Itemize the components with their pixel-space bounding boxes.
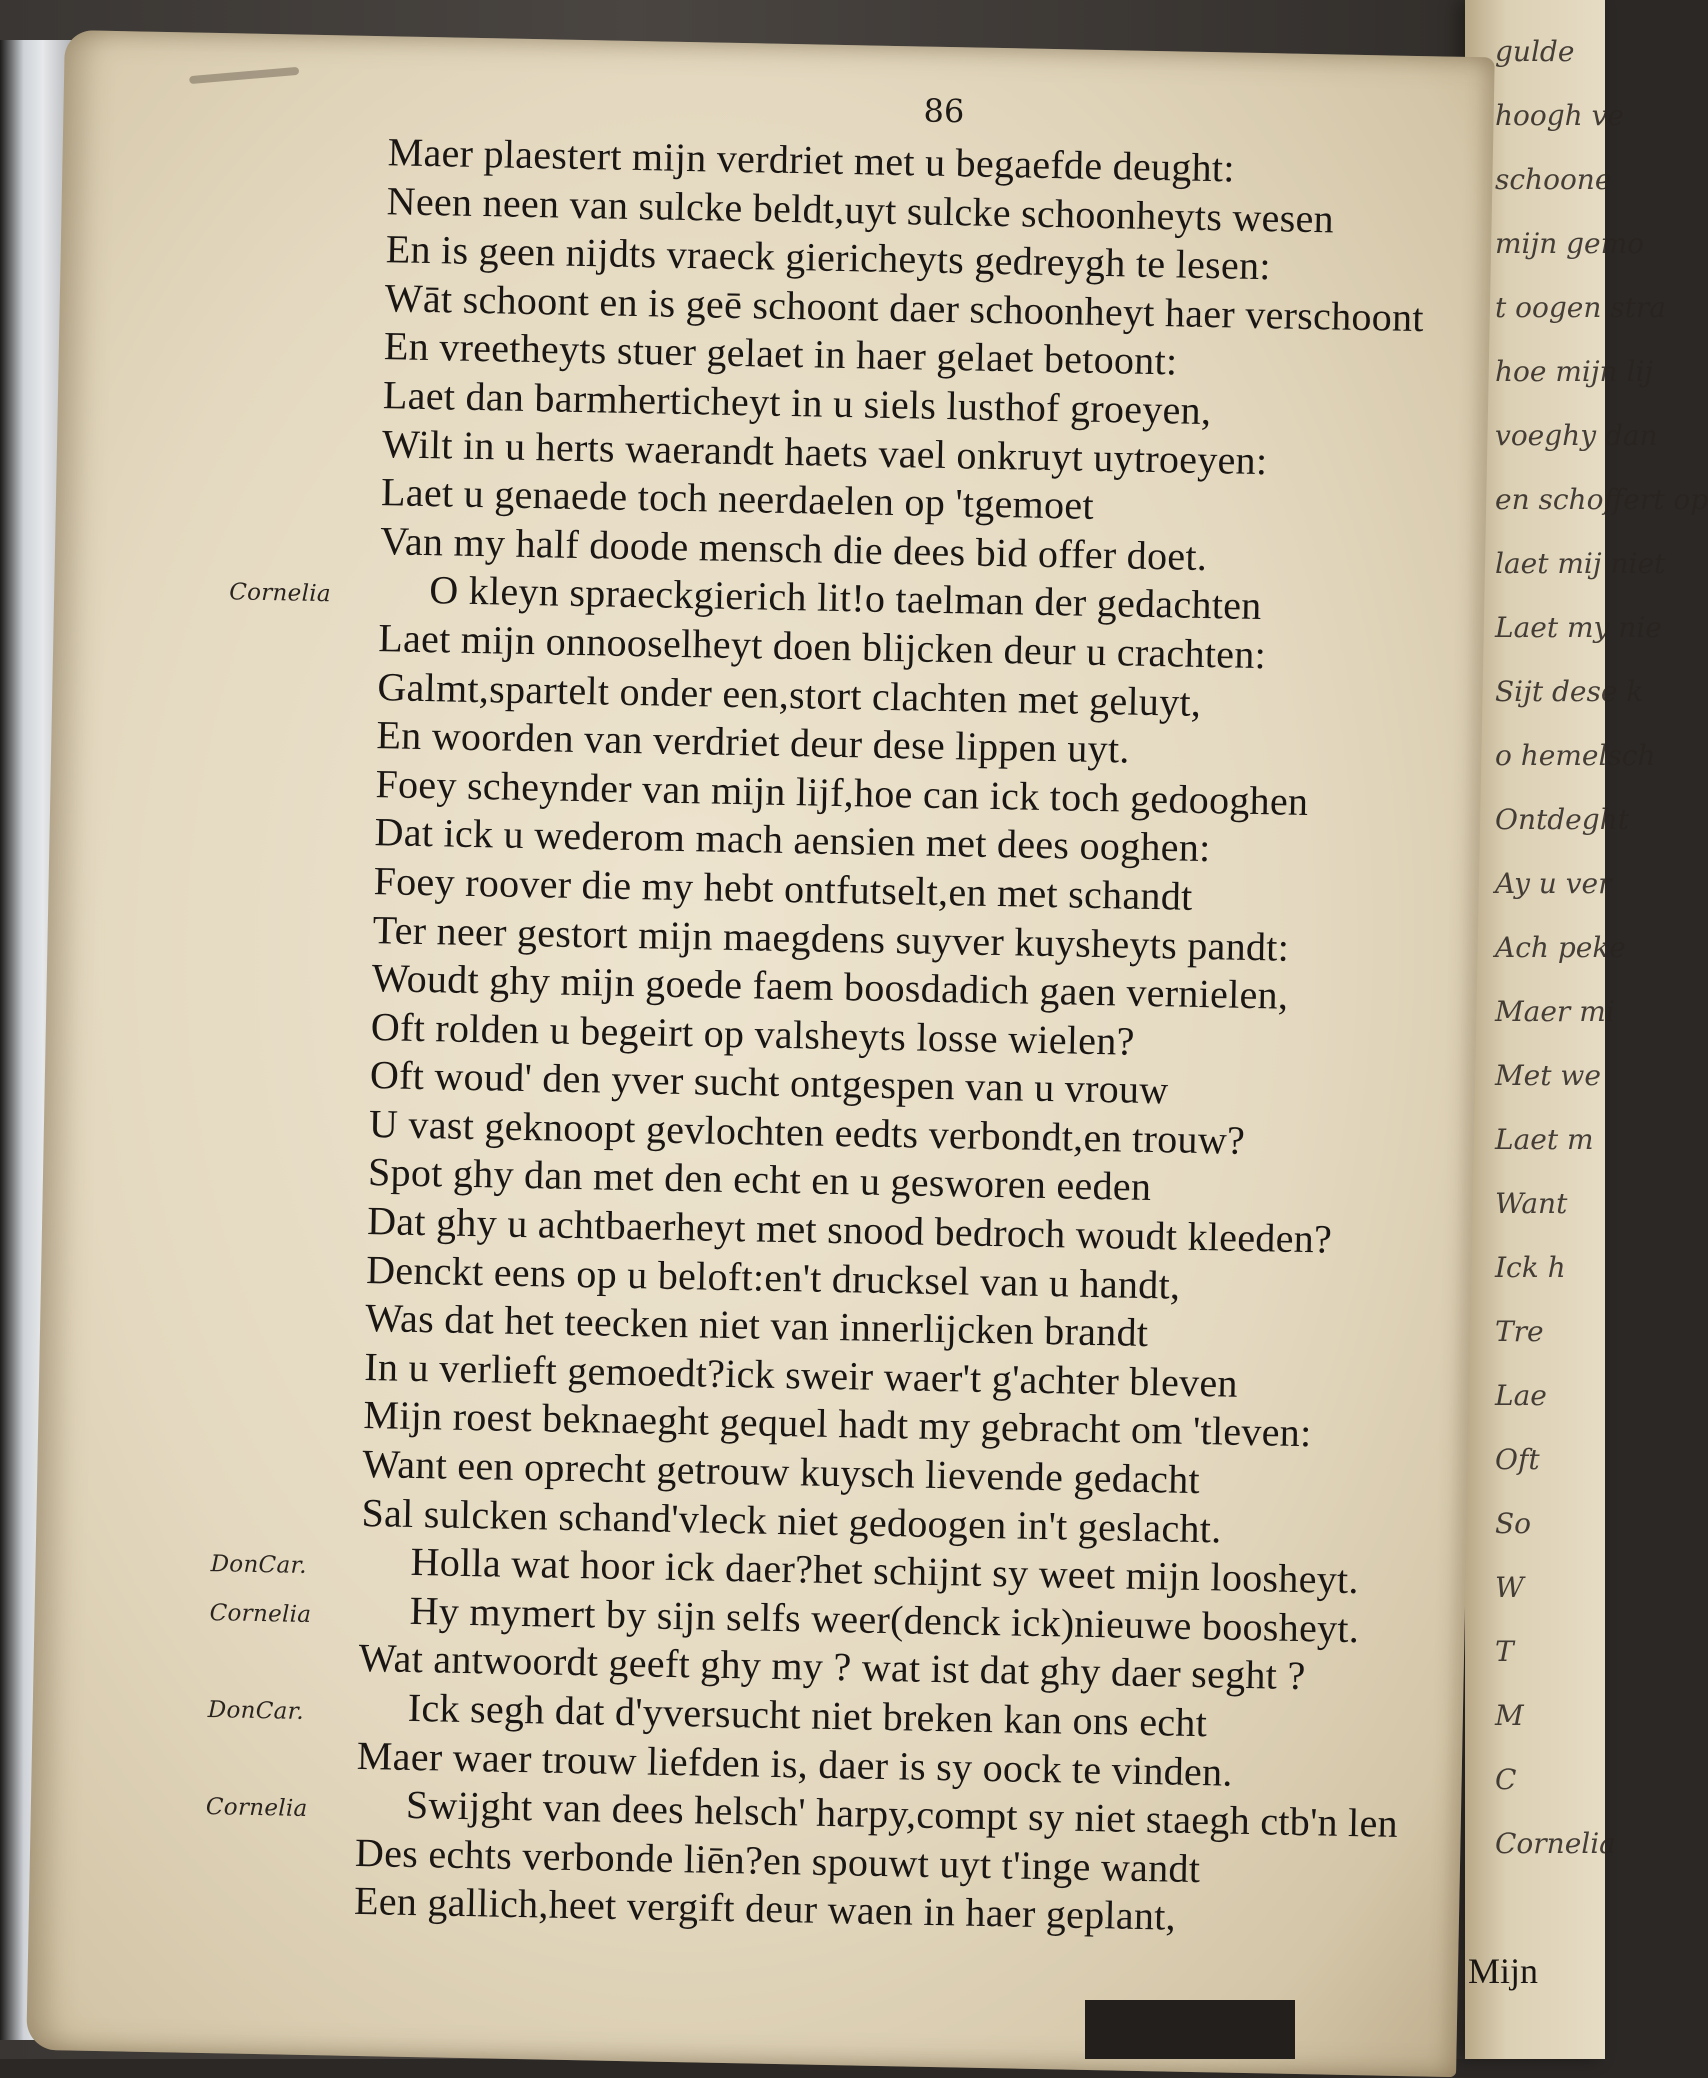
facing-page-fragment: T	[1495, 1635, 1514, 1668]
verse-text: Sal sulcken schand'vleck niet gedoogen in't geslacht.	[361, 1489, 1222, 1552]
verse-text: Wat antwoordt geeft ghy my ? wat ist dat ghy daer seght ?	[358, 1635, 1307, 1699]
page-number: 86	[923, 91, 965, 131]
verse-text: Maer waer trouw liefden is, daer is sy oock te vinden.	[356, 1732, 1234, 1795]
verse-text: Spot ghy dan met den echt en u gesworen eeden	[367, 1149, 1152, 1210]
verse-text: Een gallich,heet vergift deur waen in haer geplant,	[353, 1878, 1177, 1940]
verse-text: Woudt ghy mijn goede faem boosdadich gaen vernielen,	[371, 955, 1289, 1018]
verse-text: Van my half doode mensch die dees bid offer doet.	[379, 517, 1208, 579]
verse-text: Galmt,spartelt onder een,stort clachten met geluyt,	[377, 663, 1202, 725]
verse-text: Laet u genaede toch neerdaelen op 'tgemoet	[380, 469, 1095, 528]
facing-page-fragment: Laet m	[1495, 1123, 1594, 1156]
facing-page-fragment: Lae	[1495, 1379, 1547, 1412]
verse-text: In u verlieft gemoedt?ick sweir waer't g'achter bleven	[363, 1343, 1239, 1406]
verse-text: Holla wat hoor ick daer?het schijnt sy weet mijn loosheyt.	[410, 1539, 1360, 1603]
facing-page-fragment: Sijt dese k	[1495, 675, 1644, 708]
verse-text: Des echts verbonde liēn?en spouwt uyt t'inge wandt	[354, 1829, 1201, 1891]
verse-text: Mijn roest beknaeght gequel hadt my gebracht om 'tleven:	[363, 1392, 1312, 1456]
facing-page-fragment: voeghy dan	[1495, 419, 1658, 452]
verse-text: Neen neen van sulcke beldt,uyt sulcke schoonheyts wesen	[386, 177, 1335, 241]
facing-page-fragment: Oft	[1495, 1443, 1540, 1476]
facing-page-fragment: Maer mi	[1495, 995, 1615, 1028]
catchword: Mijn	[1468, 1951, 1539, 1991]
facing-page-fragment: Ick h	[1495, 1251, 1566, 1284]
verse-text: Wilt in u herts waerandt haets vael onkruyt uytroeyen:	[381, 420, 1268, 483]
facing-page-fragment: t oogen stra	[1495, 291, 1666, 324]
speaker-name: DonCar.	[210, 1551, 308, 1580]
facing-page-fragment: en schoffert op	[1495, 483, 1708, 516]
facing-page-fragment: Ay u ver	[1495, 867, 1612, 900]
facing-page-fragment: schoone	[1495, 163, 1612, 196]
facing-page-fragment: hoe mijn lij	[1495, 355, 1654, 388]
facing-page-fragment: W	[1495, 1571, 1524, 1604]
facing-page-fragment: Ontdeght	[1495, 803, 1629, 836]
verse-text: Laet dan barmherticheyt in u siels lusthof groeyen,	[382, 372, 1212, 434]
verse-text: Ick segh dat d'yversucht niet breken kan ons echt	[407, 1684, 1208, 1746]
verse-text: En is geen nijdts vraeck giericheyts gedreygh te lesen:	[385, 226, 1272, 289]
facing-page-fragment: Met we	[1495, 1059, 1601, 1092]
facing-page-fragment: Want	[1495, 1187, 1568, 1220]
verse-text: Was dat het teecken niet van innerlijcken brandt	[364, 1295, 1149, 1356]
verse-text: U vast geknoopt gevlochten eedts verbondt,en trouw?	[368, 1100, 1246, 1163]
verse-text: Oft rolden u begeirt op valsheyts losse wielen?	[370, 1003, 1136, 1064]
facing-page-fragment: mijn gemo	[1495, 227, 1645, 260]
speaker-name: Cornelia	[205, 1794, 308, 1823]
verse-text: Laet mijn onnooselheyt doen blijcken deur u crachten:	[377, 615, 1267, 678]
verse-text: Foey scheynder van mijn lijf,hoe can ick toch gedooghen	[375, 760, 1309, 824]
speaker-name: Cornelia	[209, 1599, 312, 1628]
verse-text: Foey roover die my hebt ontfutselt,en met schandt	[373, 857, 1193, 919]
facing-page-fragment: gulde	[1495, 35, 1575, 68]
verse-text: Ter neer gestort mijn maegdens suyver kuysheyts pandt:	[372, 906, 1290, 970]
facing-page-fragment: hoogh ve	[1495, 99, 1624, 132]
book-page	[26, 30, 1495, 2077]
facing-page-fragment: Ach peke	[1495, 931, 1626, 964]
verse-text: Dat ghy u achtbaerheyt met snood bedroch woudt kleeden?	[366, 1198, 1333, 1262]
facing-page-fragment: M	[1495, 1699, 1524, 1732]
facing-page-fragment: Tre	[1495, 1315, 1544, 1348]
facing-page-fragment: laet mij niet	[1495, 547, 1666, 580]
verse-text: O kleyn spraeckgierich lit!o taelman der gedachten	[428, 567, 1263, 629]
facing-page-text	[1495, 20, 1708, 1876]
verse-text: Hy mymert by sijn selfs weer(denck ick)nieuwe boosheyt.	[409, 1587, 1360, 1651]
speaker-name: DonCar.	[207, 1697, 305, 1725]
verse-text: Want een oprecht getrouw kuysch lievende gedacht	[362, 1441, 1201, 1503]
verse-text: Swijght van dees helsch' harpy,compt sy niet staegh ctb'n len	[405, 1782, 1399, 1847]
verse-text-block	[204, 125, 1518, 1947]
speaker-name: Cornelia	[228, 579, 332, 608]
verse-text: Denckt eens op u beloft:en't drucksel van u handt,	[365, 1246, 1181, 1308]
verse-text: Dat ick u wederom mach aensien met dees ooghen:	[374, 809, 1211, 871]
facing-page-fragment: Cornelia	[1495, 1827, 1616, 1860]
verse-text: Oft woud' den yver sucht ontgespen van u vrouw	[369, 1052, 1169, 1113]
ink-smudge	[189, 67, 299, 84]
facing-page-fragment: o hemelsch	[1495, 739, 1656, 772]
facing-page-fragment: Laet my nie	[1495, 611, 1662, 644]
verse-text: Wāt schoont en is geē schoont daer schoonheyt haer verschoont	[384, 274, 1425, 340]
verse-text: Maer plaestert mijn verdriet met u begaefde deught:	[387, 129, 1236, 191]
verse-text: En vreetheyts stuer gelaet in haer gelaet betoont:	[383, 323, 1178, 384]
shadow-patch	[1085, 2000, 1295, 2059]
facing-page-fragment: C	[1495, 1763, 1517, 1796]
verse-text: En woorden van verdriet deur dese lippen uyt.	[376, 712, 1131, 772]
facing-page-fragment: So	[1495, 1507, 1532, 1540]
